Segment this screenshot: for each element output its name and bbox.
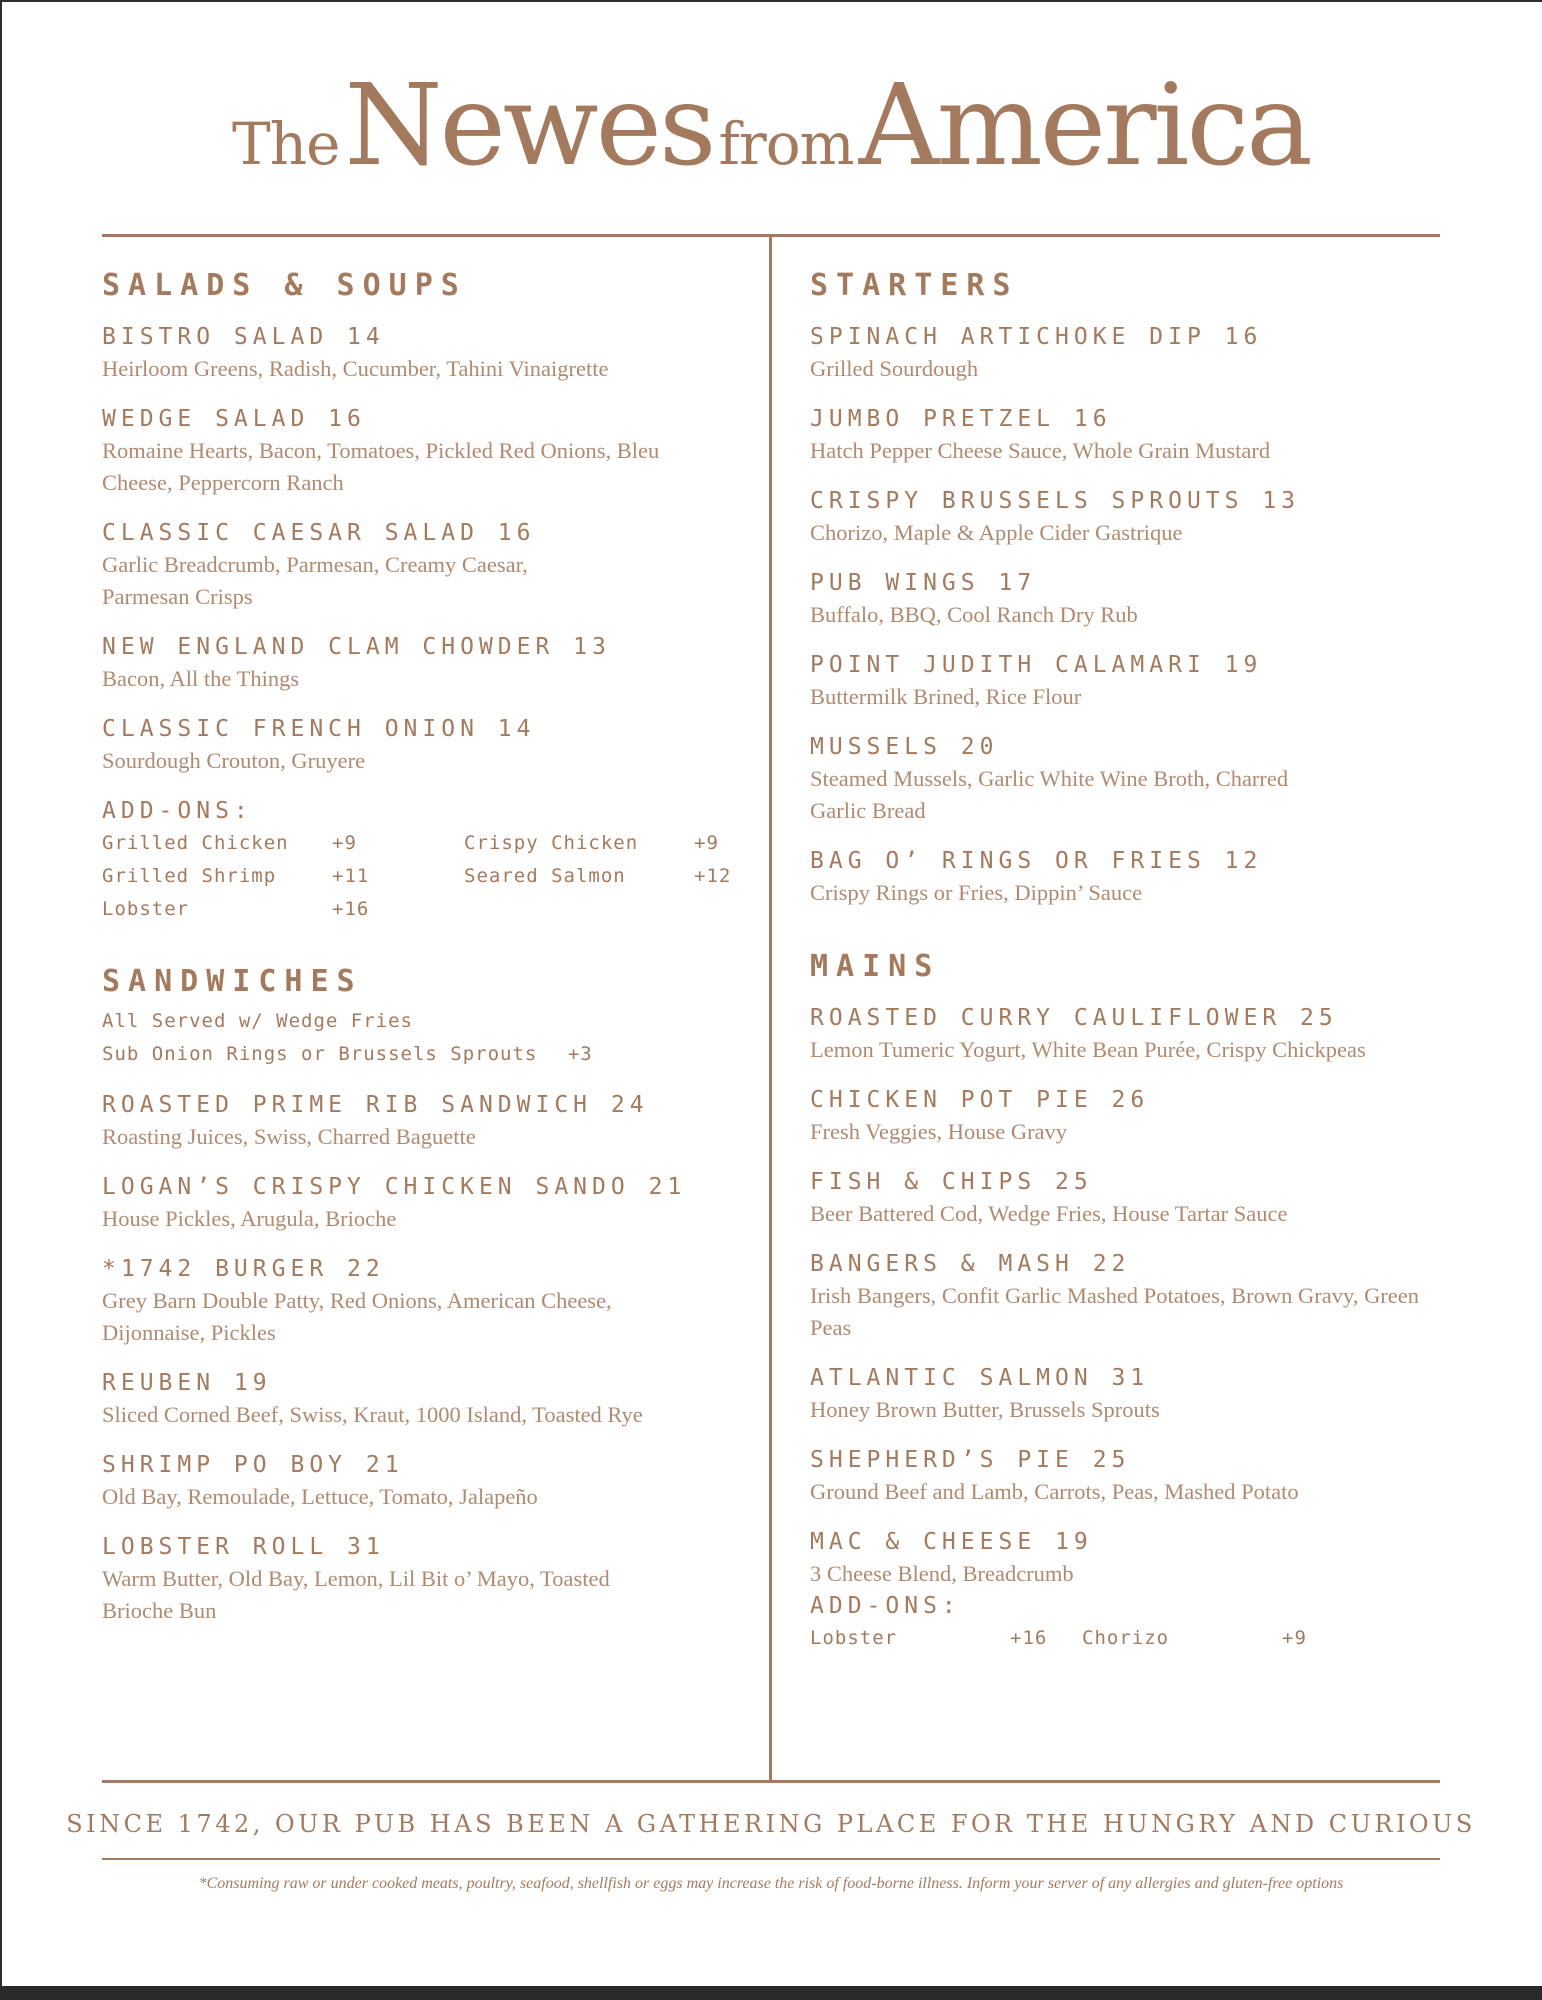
menu-item xyxy=(102,1089,742,1153)
addon-name: Seared Salmon xyxy=(464,865,626,887)
menu-item xyxy=(102,403,742,499)
menu-item xyxy=(102,631,742,695)
menu-item-name: ROASTED PRIME RIB SANDWICH 24 xyxy=(102,1092,649,1118)
menu-item xyxy=(810,485,1450,549)
menu-item-description: Heirloom Greens, Radish, Cucumber, Tahini Vinaigrette xyxy=(102,356,609,381)
menu-item xyxy=(810,403,1450,467)
menu-item-description: Buttermilk Brined, Rice Flour xyxy=(810,684,1082,709)
addon-name: Grilled Shrimp xyxy=(102,865,277,887)
menu-item-description: Grey Barn Double Patty, Red Onions, American Cheese, Dijonnaise, Pickles xyxy=(102,1288,612,1345)
menu-item-name: MUSSELS 20 xyxy=(810,734,999,760)
menu-item xyxy=(810,1248,1450,1344)
menu-item-description: Sourdough Crouton, Gruyere xyxy=(102,748,366,773)
addons-block xyxy=(102,795,742,926)
menu-item-name: WEDGE SALAD 16 xyxy=(102,406,366,432)
menu-item-name: ROASTED CURRY CAULIFLOWER 25 xyxy=(810,1005,1338,1031)
right-column xyxy=(810,268,1450,1655)
substitution-text: Sub Onion Rings or Brussels Sprouts xyxy=(102,1043,538,1065)
menu-item-name: LOBSTER ROLL 31 xyxy=(102,1534,385,1560)
menu-item-description: House Pickles, Arugula, Brioche xyxy=(102,1206,397,1231)
menu-item-description: Crispy Rings or Fries, Dippin’ Sauce xyxy=(810,880,1143,905)
menu-item-description: Lemon Tumeric Yogurt, White Bean Purée, Crispy Chickpeas xyxy=(810,1037,1366,1062)
menu-item xyxy=(810,1526,1450,1655)
menu-item-name: CRISPY BRUSSELS SPROUTS 13 xyxy=(810,488,1301,514)
menu-item xyxy=(102,1449,742,1513)
menu-item xyxy=(102,1253,742,1349)
menu-item-name: CLASSIC FRENCH ONION 14 xyxy=(102,716,536,742)
menu-item-description: Sliced Corned Beef, Swiss, Kraut, 1000 Island, Toasted Rye xyxy=(102,1402,643,1427)
menu-item-name: POINT JUDITH CALAMARI 19 xyxy=(810,652,1263,678)
menu-item-description: 3 Cheese Blend, Breadcrumb xyxy=(810,1561,1074,1586)
menu-item-name: SPINACH ARTICHOKE DIP 16 xyxy=(810,324,1263,350)
addon-name: Lobster xyxy=(102,898,190,920)
menu-item-name: REUBEN 19 xyxy=(102,1370,272,1396)
menu-item xyxy=(102,1531,742,1627)
menu-item-name: BANGERS & MASH 22 xyxy=(810,1251,1131,1277)
addon-name: Grilled Chicken xyxy=(102,832,289,854)
menu-item xyxy=(102,713,742,777)
menu-item-description: Garlic Breadcrumb, Parmesan, Creamy Caesar, Parmesan Crisps xyxy=(102,552,528,609)
menu-item xyxy=(810,1166,1450,1230)
menu-item-name: SHRIMP PO BOY 21 xyxy=(102,1452,404,1478)
salads-soups-list xyxy=(102,321,742,926)
menu-item-description: Honey Brown Butter, Brussels Sprouts xyxy=(810,1397,1160,1422)
sandwiches-note: All Served w/ Wedge Fries xyxy=(102,1010,413,1032)
sandwiches-list xyxy=(102,1089,742,1627)
menu-item-name: LOGAN’S CRISPY CHICKEN SANDO 21 xyxy=(102,1174,687,1200)
addons-list xyxy=(810,1622,1450,1655)
title-the: The xyxy=(232,110,340,178)
menu-item xyxy=(102,1171,742,1235)
menu-item-name: *1742 BURGER 22 xyxy=(102,1256,385,1282)
menu-item-description: Warm Butter, Old Bay, Lemon, Lil Bit o’ Mayo, Toasted Brioche Bun xyxy=(102,1566,610,1623)
menu-item-name: MAC & CHEESE 19 xyxy=(810,1529,1093,1555)
addon-price: +9 xyxy=(1282,1627,1307,1649)
tagline: SINCE 1742, OUR PUB HAS BEEN A GATHERING PLACE FOR THE HUNGRY AND CURIOUS xyxy=(66,1810,1476,1838)
substitution-price: +3 xyxy=(567,1043,593,1065)
menu-item xyxy=(102,517,742,613)
addon-price: +9 xyxy=(694,832,719,854)
sandwiches-substitution xyxy=(102,1038,742,1071)
left-column xyxy=(102,268,742,1627)
menu-item-description: Chorizo, Maple & Apple Cider Gastrique xyxy=(810,520,1183,545)
section-heading-starters: STARTERS xyxy=(810,268,1019,303)
addon-name: Crispy Chicken xyxy=(464,832,639,854)
menu-item xyxy=(102,321,742,385)
menu-item-name: SHEPHERD’S PIE 25 xyxy=(810,1447,1131,1473)
addon-price: +11 xyxy=(332,865,370,887)
menu-item xyxy=(810,1444,1450,1508)
addon-price: +16 xyxy=(332,898,370,920)
menu-item-description: Hatch Pepper Cheese Sauce, Whole Grain Mustard xyxy=(810,438,1271,463)
addon-price: +16 xyxy=(1010,1627,1048,1649)
menu-item-description: Bacon, All the Things xyxy=(102,666,300,691)
bottom-divider xyxy=(102,1780,1440,1783)
menu-item-description: Ground Beef and Lamb, Carrots, Peas, Mashed Potato xyxy=(810,1479,1299,1504)
menu-item-name: ATLANTIC SALMON 31 xyxy=(810,1365,1150,1391)
menu-item-description: Roasting Juices, Swiss, Charred Baguette xyxy=(102,1124,476,1149)
menu-item-description: Grilled Sourdough xyxy=(810,356,979,381)
addons-heading: ADD-ONS: xyxy=(810,1593,961,1619)
menu-item xyxy=(810,649,1450,713)
menu-item-description: Old Bay, Remoulade, Lettuce, Tomato, Jalapeño xyxy=(102,1484,538,1509)
menu-item-description: Buffalo, BBQ, Cool Ranch Dry Rub xyxy=(810,602,1138,627)
menu-item xyxy=(810,1002,1450,1066)
section-heading-salads-soups: SALADS & SOUPS xyxy=(102,268,467,303)
center-divider xyxy=(769,236,772,1782)
addons-list xyxy=(102,827,742,926)
addon-price: +9 xyxy=(332,832,357,854)
menu-item xyxy=(810,731,1450,827)
menu-item-description: Fresh Veggies, House Gravy xyxy=(810,1119,1068,1144)
mains-list xyxy=(810,1002,1450,1655)
sandwiches-notes xyxy=(102,1005,742,1071)
menu-item xyxy=(810,1362,1450,1426)
title-america: America xyxy=(858,61,1310,191)
addons-heading: ADD-ONS: xyxy=(102,798,253,824)
section-heading-sandwiches: SANDWICHES xyxy=(102,964,363,999)
menu-item-description: Irish Bangers, Confit Garlic Mashed Potatoes, Brown Gravy, Green Peas xyxy=(810,1283,1420,1340)
title-newes: Newes xyxy=(344,61,714,191)
addon-price: +12 xyxy=(694,865,732,887)
starters-list xyxy=(810,321,1450,909)
restaurant-logo-title xyxy=(0,61,1542,191)
menu-item-description: Steamed Mussels, Garlic White Wine Broth, Charred Garlic Bread xyxy=(810,766,1289,823)
addon-name: Chorizo xyxy=(1082,1627,1170,1649)
menu-item-name: FISH & CHIPS 25 xyxy=(810,1169,1093,1195)
menu-item-name: PUB WINGS 17 xyxy=(810,570,1037,596)
menu-item-name: BAG O’ RINGS OR FRIES 12 xyxy=(810,848,1263,874)
menu-item-name: JUMBO PRETZEL 16 xyxy=(810,406,1112,432)
menu-item xyxy=(810,845,1450,909)
disclaimer: *Consuming raw or under cooked meats, poultry, seafood, shellfish or eggs may increase the risk of food-borne illness. Inform your server of any allergies and gluten-free options xyxy=(198,1875,1344,1892)
menu-item xyxy=(810,1084,1450,1148)
menu-item-name: CHICKEN POT PIE 26 xyxy=(810,1087,1150,1113)
bottom-edge-bar xyxy=(0,1986,1542,2000)
addon-name: Lobster xyxy=(810,1627,898,1649)
tagline-divider xyxy=(102,1858,1440,1860)
menu-item xyxy=(102,1367,742,1431)
menu-item xyxy=(810,567,1450,631)
menu-item-name: CLASSIC CAESAR SALAD 16 xyxy=(102,520,536,546)
menu-item-description: Beer Battered Cod, Wedge Fries, House Tartar Sauce xyxy=(810,1201,1288,1226)
menu-item-description: Romaine Hearts, Bacon, Tomatoes, Pickled Red Onions, Bleu Cheese, Peppercorn Ranch xyxy=(102,438,660,495)
menu-item-name: BISTRO SALAD 14 xyxy=(102,324,385,350)
title-from: from xyxy=(718,110,854,178)
menu-item-name: NEW ENGLAND CLAM CHOWDER 13 xyxy=(102,634,611,660)
menu-item xyxy=(810,321,1450,385)
section-heading-mains: MAINS xyxy=(810,949,941,984)
